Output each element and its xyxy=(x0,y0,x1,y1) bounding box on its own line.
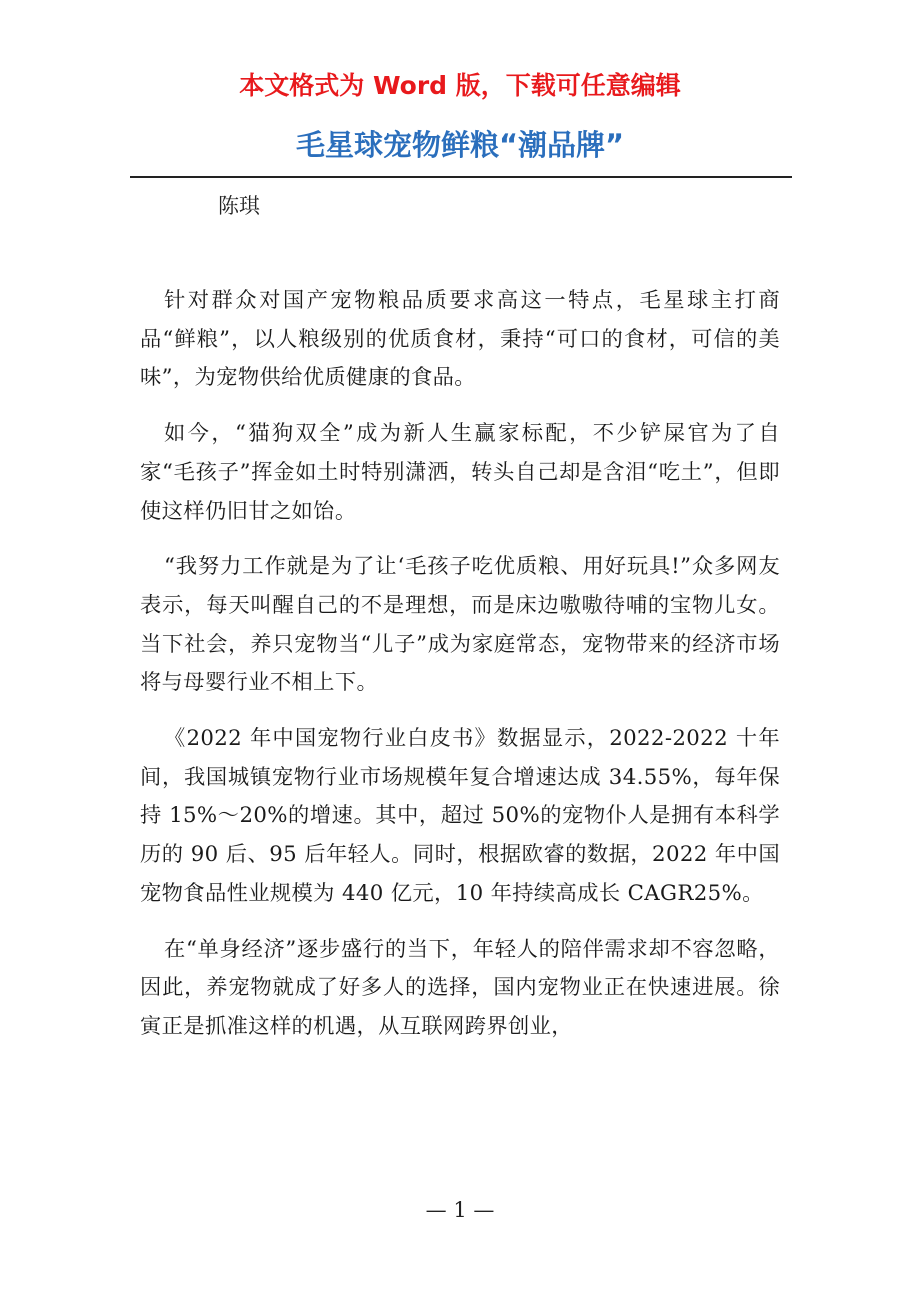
paragraph: 《2022 年中国宠物行业白皮书》数据显示，2022-2022 十年间，我国城镇宠物行业市场规模年复合增速达成 34.55%，每年保持 15%～20%的增速。其中，超过 50%的宠物仆人是拥有本科学历的 90 后、95 后年轻人。同时，根据欧睿的数据，2022 年中国宠物食品性业规模为 440 亿元，10 年持续高成长 CAGR25%。 xyxy=(140,726,780,906)
format-notice-banner: 本文格式为 Word 版，下载可任意编辑 xyxy=(239,71,681,100)
page-number: — 1 — xyxy=(425,1198,495,1222)
article-body xyxy=(140,282,780,1064)
paragraph: 针对群众对国产宠物粮品质要求高这一特点，毛星球主打商品“鲜粮”，以人粮级别的优质食材，秉持“可口的食材，可信的美味”，为宠物供给优质健康的食品。 xyxy=(140,288,780,391)
article-title: 毛星球宠物鲜粮“潮品牌” xyxy=(295,128,625,162)
title-divider xyxy=(130,176,792,178)
author-name: 陈琪 xyxy=(218,194,260,218)
paragraph: 在“单身经济”逐步盛行的当下，年轻人的陪伴需求却不容忽略，因此，养宠物就成了好多人的选择，国内宠物业正在快速进展。徐寅正是抓准这样的机遇，从互联网跨界创业， xyxy=(140,936,780,1039)
paragraph: “我努力工作就是为了让‘毛孩子吃优质粮、用好玩具!”众多网友表示，每天叫醒自己的不是理想，而是床边嗷嗷待哺的宝物儿女。当下社会，养只宠物当“儿子”成为家庭常态，宠物带来的经济市场将与母婴行业不相上下。 xyxy=(140,554,780,696)
paragraph: 如今，“猫狗双全”成为新人生赢家标配，不少铲屎官为了自家“毛孩子”挥金如土时特别潇洒，转头自己却是含泪“吃土”，但即使这样仍旧甘之如饴。 xyxy=(140,421,780,524)
